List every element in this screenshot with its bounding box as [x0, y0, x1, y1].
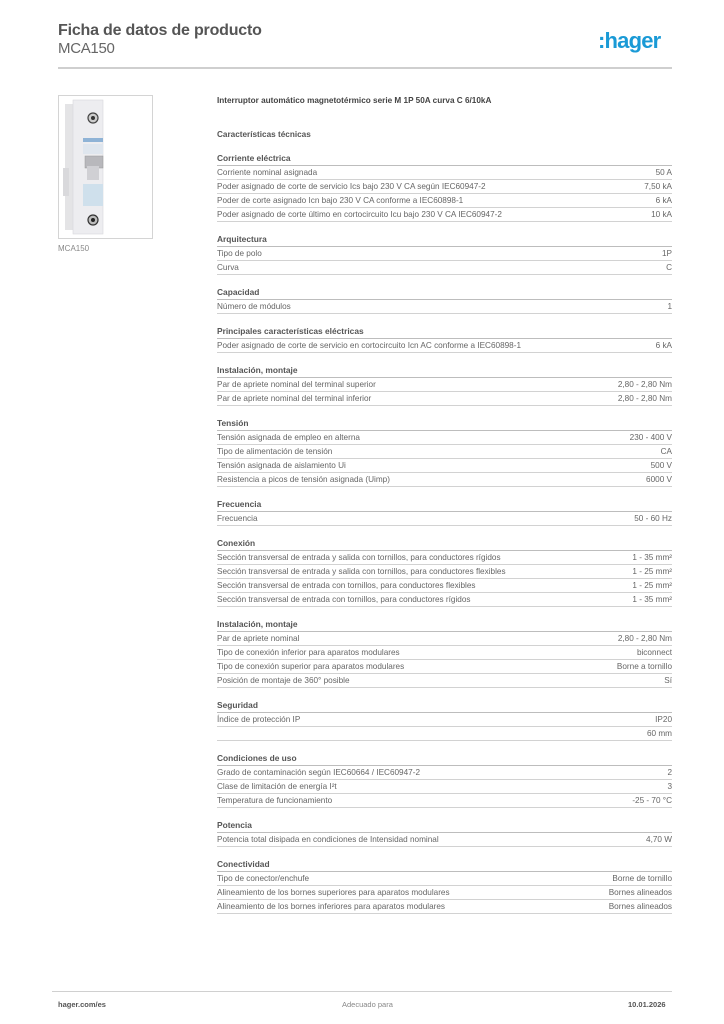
spec-value: 10 kA [651, 210, 672, 219]
technical-characteristics-heading: Características técnicas [217, 130, 311, 139]
spec-value: Borne a tornillo [616, 662, 672, 671]
spec-value: Bornes alineados [608, 888, 672, 897]
section-title: Conectividad [217, 858, 672, 872]
spec-sheet [217, 95, 672, 914]
section-title: Arquitectura [217, 233, 672, 247]
spec-value: Bornes alineados [608, 902, 672, 911]
footer-website[interactable]: hager.com/es [58, 1000, 106, 1009]
spec-row [217, 194, 672, 208]
image-caption: MCA150 [58, 244, 90, 253]
section-title: Corriente eléctrica [217, 152, 672, 166]
hager-logo: :hager [598, 28, 661, 53]
spec-label: Par de apriete nominal del terminal inferior [217, 394, 372, 403]
spec-label: Poder de corte asignado Icn bajo 230 V CA conforme a IEC60898-1 [217, 196, 464, 205]
spec-row [217, 766, 672, 780]
spec-section [217, 537, 672, 607]
spec-label: Clase de limitación de energía I²t [217, 782, 337, 791]
spec-value: 2,80 - 2,80 Nm [617, 394, 672, 403]
spec-section [217, 286, 672, 314]
spec-value: Borne de tornillo [612, 874, 672, 883]
spec-value: 1 [667, 302, 672, 311]
spec-value: C [666, 263, 672, 272]
spec-row [217, 392, 672, 406]
spec-value: 2 [667, 768, 672, 777]
spec-value: IP20 [655, 715, 672, 724]
spec-row [217, 593, 672, 607]
spec-value: 3 [667, 782, 672, 791]
spec-label: Poder asignado de corte de servicio en cortocircuito Icn AC conforme a IEC60898-1 [217, 341, 522, 350]
spec-row [217, 459, 672, 473]
header-divider [58, 67, 672, 69]
section-title: Tensión [217, 417, 672, 431]
spec-row [217, 646, 672, 660]
product-image [58, 95, 153, 239]
spec-value: 1 - 25 mm² [632, 581, 672, 590]
circuit-breaker-image [59, 96, 152, 238]
spec-row [217, 180, 672, 194]
spec-value: 50 A [655, 168, 672, 177]
section-title: Condiciones de uso [217, 752, 672, 766]
spec-section [217, 858, 672, 914]
spec-row [217, 727, 672, 741]
spec-label: Curva [217, 263, 239, 272]
spec-label: Tensión asignada de empleo en alterna [217, 433, 360, 442]
spec-sections [217, 152, 672, 914]
spec-value: 6 kA [655, 196, 672, 205]
spec-label: Temperatura de funcionamiento [217, 796, 333, 805]
spec-value: 1 - 25 mm² [632, 567, 672, 576]
spec-row [217, 565, 672, 579]
spec-label: Alineamiento de los bornes inferiores para aparatos modulares [217, 902, 446, 911]
section-title: Seguridad [217, 699, 672, 713]
spec-row [217, 632, 672, 646]
spec-label: Sección transversal de entrada y salida con tornillos, para conductores flexibles [217, 567, 506, 576]
section-title: Instalación, montaje [217, 618, 672, 632]
spec-section [217, 498, 672, 526]
spec-value: 7,50 kA [644, 182, 672, 191]
spec-value: 50 - 60 Hz [634, 514, 672, 523]
section-title: Frecuencia [217, 498, 672, 512]
spec-section [217, 618, 672, 688]
spec-label: Grado de contaminación según IEC60664 / IEC60947-2 [217, 768, 421, 777]
footer-suitable-for: Adecuado para [342, 1000, 393, 1009]
spec-label: Par de apriete nominal del terminal superior [217, 380, 376, 389]
spec-section [217, 752, 672, 808]
product-code: MCA150 [58, 40, 115, 57]
spec-value: CA [660, 447, 672, 456]
spec-label: Par de apriete nominal [217, 634, 300, 643]
spec-label: Poder asignado de corte último en cortocircuito Icu bajo 230 V CA IEC60947-2 [217, 210, 502, 219]
spec-label: Resistencia a picos de tensión asignada (Uimp) [217, 475, 390, 484]
spec-label: Potencia total disipada en condiciones de Intensidad nominal [217, 835, 439, 844]
document-title: Ficha de datos de producto [58, 22, 262, 39]
spec-row [217, 512, 672, 526]
spec-value: 6 kA [655, 341, 672, 350]
spec-row [217, 780, 672, 794]
spec-value: Sí [664, 676, 672, 685]
spec-value: 1P [661, 249, 672, 258]
spec-label: Número de módulos [217, 302, 291, 311]
spec-label: Tipo de conexión inferior para aparatos modulares [217, 648, 400, 657]
spec-label: Tipo de alimentación de tensión [217, 447, 333, 456]
spec-row [217, 579, 672, 593]
spec-label: Posición de montaje de 360° posible [217, 676, 350, 685]
spec-row [217, 339, 672, 353]
spec-section [217, 417, 672, 487]
spec-value: 6000 V [646, 475, 672, 484]
spec-label: Corriente nominal asignada [217, 168, 318, 177]
spec-label: Sección transversal de entrada con tornillos, para conductores flexibles [217, 581, 476, 590]
spec-value: 2,80 - 2,80 Nm [617, 380, 672, 389]
spec-value: 500 V [650, 461, 672, 470]
spec-label: Sección transversal de entrada y salida con tornillos, para conductores rígidos [217, 553, 501, 562]
spec-row [217, 900, 672, 914]
spec-label: Frecuencia [217, 514, 258, 523]
spec-row [217, 872, 672, 886]
section-title: Conexión [217, 537, 672, 551]
spec-row [217, 166, 672, 180]
spec-value: 2,80 - 2,80 Nm [617, 634, 672, 643]
spec-value: 60 mm [646, 729, 672, 738]
spec-label: Sección transversal de entrada con tornillos, para conductores rígidos [217, 595, 471, 604]
spec-label: Tensión asignada de aislamiento Ui [217, 461, 346, 470]
spec-row [217, 300, 672, 314]
product-title: Interruptor automático magnetotérmico serie M 1P 50A curva C 6/10kA [217, 96, 492, 105]
spec-row [217, 208, 672, 222]
footer-divider [52, 991, 672, 992]
spec-row [217, 886, 672, 900]
spec-value: 4,70 W [646, 835, 672, 844]
section-title: Capacidad [217, 286, 672, 300]
spec-label: Tipo de conexión superior para aparatos modulares [217, 662, 405, 671]
spec-label: Tipo de polo [217, 249, 262, 258]
spec-row [217, 713, 672, 727]
spec-row [217, 261, 672, 275]
spec-section [217, 819, 672, 847]
spec-row [217, 247, 672, 261]
spec-value: 1 - 35 mm² [632, 553, 672, 562]
section-title: Principales características eléctricas [217, 325, 672, 339]
footer-date: 10.01.2026 [628, 1000, 666, 1009]
spec-row [217, 445, 672, 459]
spec-section [217, 233, 672, 275]
spec-row [217, 431, 672, 445]
spec-value: 230 - 400 V [629, 433, 672, 442]
spec-row [217, 551, 672, 565]
spec-value: biconnect [636, 648, 672, 657]
spec-section [217, 699, 672, 741]
spec-label: Tipo de conector/enchufe [217, 874, 310, 883]
spec-section [217, 325, 672, 353]
spec-row [217, 378, 672, 392]
spec-section [217, 152, 672, 222]
spec-row [217, 794, 672, 808]
section-title: Potencia [217, 819, 672, 833]
spec-row [217, 660, 672, 674]
spec-label: Alineamiento de los bornes superiores para aparatos modulares [217, 888, 450, 897]
section-title: Instalación, montaje [217, 364, 672, 378]
spec-label: Índice de protección IP [217, 715, 301, 724]
spec-value: 1 - 35 mm² [632, 595, 672, 604]
spec-row [217, 674, 672, 688]
spec-section [217, 364, 672, 406]
spec-row [217, 473, 672, 487]
spec-label: Poder asignado de corte de servicio Ics bajo 230 V CA según IEC60947-2 [217, 182, 486, 191]
spec-row [217, 833, 672, 847]
spec-value: -25 - 70 °C [632, 796, 672, 805]
